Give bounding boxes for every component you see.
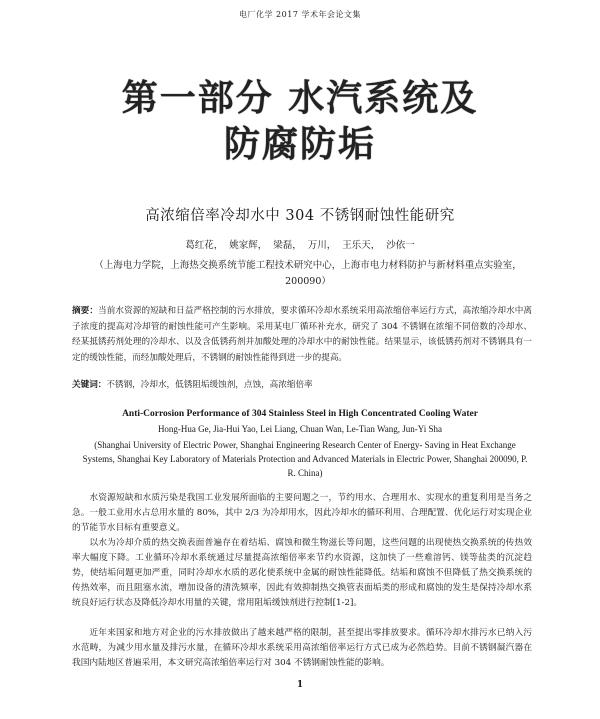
paper-authors: 葛红花， 姚家辉， 梁磊， 万川， 王乐天， 沙依一 (185, 240, 415, 251)
english-affiliation: (Shanghai University of Electric Power, Shanghai Engineering Research Center of Energy- Saving in Heat Exchange Systems, Shanghai Key Laboratory of Materials Protection and Advanced Materials in Electric Power, Shanghai 200090, P. R. China) (82, 440, 528, 478)
abstract-text: 当前水资源的短缺和日益严格控制的污水排放，要求循环冷却水系统采用高浓缩倍率运行方式，高浓缩冷却水中离子浓度的提高对冷却管的耐蚀性能可产生影响。采用某电厂循环补充水，研究了 304 不锈钢在浓缩不同倍数的冷却水、经某抵锈药剂处理的冷却水、以及含低锈药剂并加酸处理的冷却水中的耐蚀性能。结果显示，该低锈药剂对不锈钢具有一定的缓蚀性能，而经加酸处理后，不锈钢的耐蚀性能得到进一步的提高。 (72, 306, 532, 363)
abstract-label: 摘要： (72, 306, 99, 316)
body-paragraph-3: 近年来国家和地方对企业的污水排放做出了越来越严格的限制，甚至提出零排放要求。循环冷却水排污水已纳入污水范畴，为减少用水量及排污水量，在循环冷却水系统采用高浓缩倍率运行方式已成为必然趋势。目前不锈钢凝汽器在我国内陆地区普遍采用，本文研究高浓缩倍率运行对 304 不锈钢耐蚀性能的影响。 (72, 628, 532, 668)
part-title-line-2: 防腐防垢 (223, 123, 376, 165)
english-authors: Hong-Hua Ge, Jia-Hui Yao, Lei Liang, Chuan Wan, Le-Tian Wang, Jun-Yi Sha (157, 424, 443, 434)
paper-title: 高浓缩倍率冷却水中 304 不锈钢耐蚀性能研究 (145, 208, 455, 224)
keywords-label: 关键词： (72, 380, 107, 390)
body-paragraph-2: 以水为冷却介质的热交换表面普遍存在着结垢、腐蚀和微生物滋长等问题，这些问题的出现使热交换系统的传热效率大幅度下降。工业循环冷却水系统通过尽量提高浓缩倍率来节约水资源，这加快了一些难溶钙、镁等盐类的沉淀趋势，使结垢问题更加严重，同时冷却水水质的恶化使系统中金属的耐蚀性能降低。结垢和腐蚀不但降低了热交换系统的传热效率，而且阻塞水流，增加设备的清洗频率，因此有效抑制热交换管表面垢类的形成和腐蚀的发生是保持冷却水系统良好运行状态及降低冷却水用量的关键，常用阻垢缓蚀剂进行控制[1-2]。 (72, 538, 532, 608)
body-paragraph-1: 水资源短缺和水质污染是我国工业发展所面临的主要问题之一，节约用水、合理用水、实现水的重复利用是当务之急。一般工业用水占总用水量的 80%，其中 2/3 为冷却用水，因此冷却水的循环利用、合理配置、优化运行对实现企业的节能节水目标有重要意义。 (72, 493, 532, 533)
running-head: 电厂化学 2017 学术年会论文集 (239, 10, 361, 19)
part-title-line-1: 第一部分 水汽系统及 (121, 77, 479, 119)
keywords-text: 不锈钢，冷却水，低锈阻垢缓蚀剂，点蚀，高浓缩倍率 (106, 380, 313, 390)
abstract (72, 304, 532, 366)
page-number: 1 (296, 680, 304, 690)
keywords (72, 378, 532, 390)
paper-affiliation: （上海电力学院，上海热交换系统节能工程技术研究中心，上海市电力材料防护与新材料重点实验室，200090） (94, 260, 522, 287)
english-title: Anti-Corrosion Performance of 304 Stainless Steel in High Concentrated Cooling Water (122, 409, 478, 419)
